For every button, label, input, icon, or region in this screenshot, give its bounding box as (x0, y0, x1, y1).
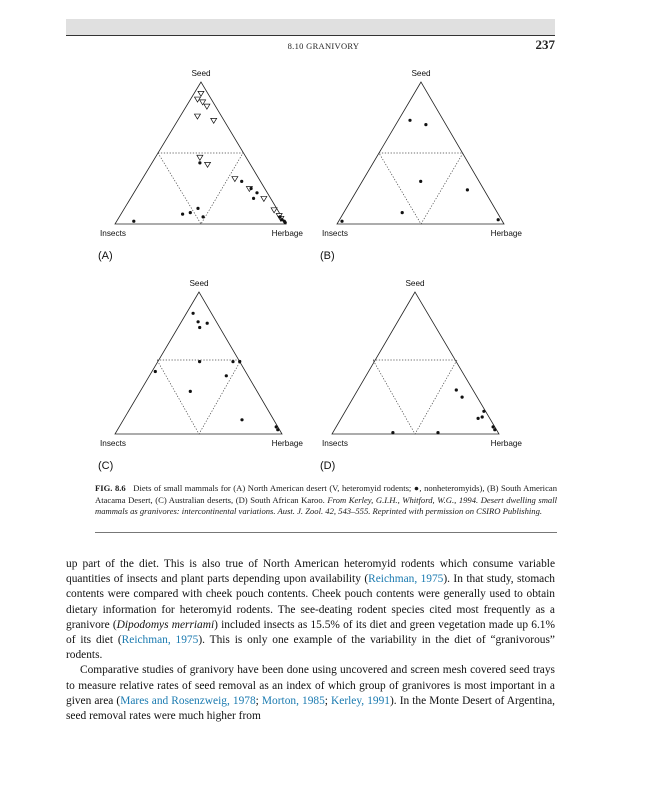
data-point (181, 213, 184, 216)
vertex-label-insects: Insects (100, 229, 126, 238)
data-points (391, 388, 496, 434)
data-point (482, 410, 485, 413)
data-point (240, 180, 243, 183)
data-point (401, 211, 404, 214)
species-name: Dipodomys merriami (116, 618, 215, 631)
data-points (154, 312, 280, 432)
data-point (189, 211, 192, 214)
data-points (340, 119, 499, 223)
data-point (497, 218, 500, 221)
data-point (252, 197, 255, 200)
header-rule (66, 35, 555, 36)
data-point (284, 221, 287, 224)
text-run: ; (324, 694, 332, 707)
ternary-panel-c (95, 276, 325, 476)
data-point (198, 161, 201, 164)
heteromyid-point (198, 91, 204, 96)
vertex-label-herbage: Herbage (271, 439, 303, 448)
vertex-label-insects: Insects (322, 229, 348, 238)
data-point (196, 207, 199, 210)
data-point (481, 415, 484, 418)
text-run: up part of the diet. This is also true of North American heteromyid rodents which consume variable quantities of insects and plant parts depending upon availability ( (66, 558, 555, 586)
paragraph (66, 663, 555, 724)
text-run: Comparative studies of granivory have been done using uncovered and screen mesh covered seed trays to measure relative rates of seed removal as an index of which group of granivores is most important in a given area ( (66, 664, 555, 707)
heteromyid-point (204, 104, 210, 109)
data-point (192, 312, 195, 315)
data-point (391, 431, 394, 434)
heteromyid-point (261, 196, 267, 201)
text-run: ; (255, 694, 262, 707)
vertex-label-insects: Insects (100, 439, 126, 448)
figure-number: FIG. 8.6 (95, 483, 126, 493)
data-point (231, 360, 234, 363)
data-point (461, 396, 464, 399)
inner-triangle-dotted (379, 153, 463, 224)
data-point (132, 220, 135, 223)
data-point (419, 180, 422, 183)
inner-triangle-dotted (157, 360, 241, 434)
ternary-plot-c (95, 276, 325, 476)
caption-text: Diets of small mammals for (A) North American desert (V, heteromyid rodents; ●, nonheteromyids), (B) South American Atacama Desert, (C) Australian deserts, (D) South African Karoo. (95, 483, 557, 505)
vertex-label-seed: Seed (189, 279, 209, 288)
data-point (455, 388, 458, 391)
panel-label-c: (C) (98, 460, 114, 472)
figure-rule (95, 532, 557, 533)
citation-link[interactable]: Reichman, 1975 (368, 573, 444, 586)
ternary-plot-d (317, 276, 547, 476)
vertex-label-herbage: Herbage (490, 439, 522, 448)
ternary-plot-b (317, 66, 547, 266)
data-point (408, 119, 411, 122)
inner-triangle-dotted (373, 360, 457, 434)
heteromyid-point (194, 114, 200, 119)
figure-caption (95, 483, 557, 518)
ternary-panel-a (95, 66, 325, 266)
data-point (202, 215, 205, 218)
vertex-label-herbage: Herbage (271, 229, 303, 238)
panel-label-b: (B) (320, 250, 335, 262)
heteromyid-point (197, 155, 203, 160)
heteromyid-point (271, 208, 277, 213)
data-point (255, 191, 258, 194)
citation-link[interactable]: Mares and Rosenzweig, 1978 (120, 694, 256, 707)
data-point (424, 123, 427, 126)
data-point (493, 428, 496, 431)
vertex-label-seed: Seed (411, 69, 431, 78)
paragraph (66, 557, 555, 663)
panel-label-d: (D) (320, 460, 336, 472)
data-point (466, 188, 469, 191)
data-point (198, 360, 201, 363)
text-run: ). In the Monte Desert of Argentina, seed removal rates were much higher from (66, 694, 555, 723)
data-point (225, 374, 228, 377)
data-point (276, 428, 279, 431)
running-head: 8.10 GRANIVORY (287, 41, 360, 51)
ternary-panel-d (317, 276, 547, 476)
data-point (240, 418, 243, 421)
data-point (477, 417, 480, 420)
data-point (189, 390, 192, 393)
triangle-outline (115, 292, 282, 434)
data-point (238, 360, 241, 363)
page-number: 237 (535, 37, 555, 52)
data-point (206, 322, 209, 325)
triangle-outline (332, 292, 499, 434)
heteromyid-point (232, 177, 238, 182)
ternary-plot-a (95, 66, 325, 266)
data-point (278, 215, 281, 218)
data-point (275, 425, 278, 428)
vertex-label-seed: Seed (191, 69, 211, 78)
citation-link[interactable]: Morton, 1985 (261, 694, 325, 707)
panel-label-a: (A) (98, 250, 113, 262)
citation-link[interactable]: Reichman, 1975 (121, 634, 199, 647)
triangle-outline (115, 82, 286, 224)
vertex-label-herbage: Herbage (490, 229, 522, 238)
citation-link[interactable]: Kerley, 1991 (331, 694, 390, 707)
data-point (492, 425, 495, 428)
text-run: ). In that study, stomach contents were compared with cheek pouch contents. Cheek pouch contents were generally used to obtain dietary information for heteromyid rodents. The see-deating rodent species cited most frequently as a granivore ( (66, 573, 555, 631)
vertex-label-seed: Seed (405, 279, 425, 288)
text-run: ) included insects as 15.5% of its diet and green vegetation made up 6.1% of its diet ( (66, 618, 555, 647)
data-point (340, 220, 343, 223)
body-text (66, 557, 555, 724)
caption-source: From Kerley, G.I.H., Whitford, W.G., 1994. Desert dwelling small mammals as granivores: intercontinental variations. Aust. J. Zool. 42, 543–555. Reprinted with permission on CSIRO Publishing. (95, 494, 557, 517)
text-run: ). This is only one example of the variability in the diet of “granivorous” rodents. (66, 634, 555, 662)
heteromyid-point (205, 162, 211, 167)
data-point (198, 326, 201, 329)
vertex-label-insects: Insects (322, 439, 348, 448)
heteromyid-point (211, 118, 217, 123)
data-point (197, 320, 200, 323)
data-point (436, 431, 439, 434)
header-band (66, 19, 555, 35)
ternary-panel-b (317, 66, 547, 266)
data-point (250, 187, 253, 190)
data-point (154, 370, 157, 373)
